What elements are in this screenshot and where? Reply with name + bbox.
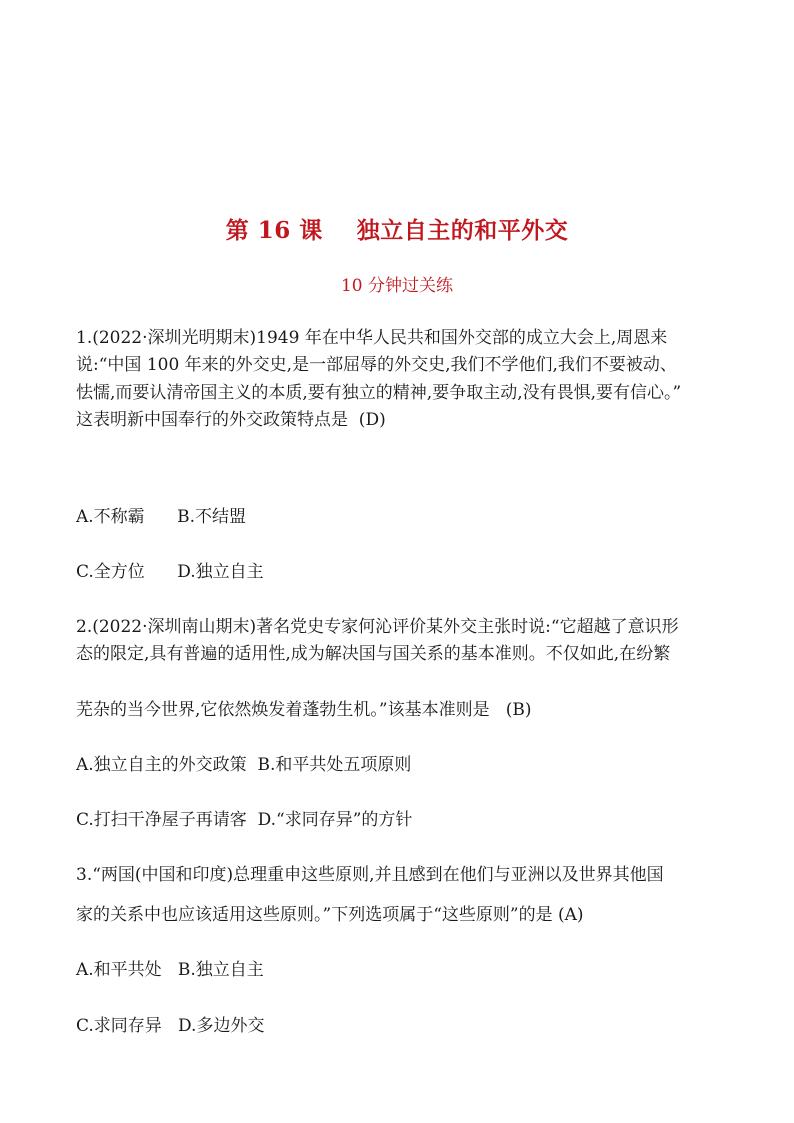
- question-1-stem-line-4: 这表明新中国奉行的外交政策特点是 (D): [76, 410, 386, 430]
- lesson-title: 第 16 课 独立自主的和平外交: [225, 217, 569, 244]
- question-2-stem-line-1: 2.(2022·深圳南山期末)著名党史专家何沁评价某外交主张时说:“它超越了意识形: [76, 617, 679, 637]
- question-3-options-cd: C.求同存异 D.多边外交: [76, 1016, 265, 1036]
- question-1-stem-line-3: 怯懦,而要认清帝国主义的本质,要有独立的精神,要争取主动,没有畏惧,要有信心。”: [76, 383, 682, 403]
- question-1-stem-line-2: 说:“中国 100 年来的外交史,是一部屈辱的外交史,我们不学他们,我们不要被动、: [76, 355, 677, 375]
- question-1-options-ab: A.不称霸 B.不结盟: [76, 507, 246, 527]
- question-3-stem-line-1: 3.“两国(中国和印度)总理重申这些原则,并且感到在他们与亚洲以及世界其他国: [76, 865, 664, 885]
- question-3-options-ab: A.和平共处 B.独立自主: [76, 960, 264, 980]
- question-2-stem-line-2: 态的限定,具有普遍的适用性,成为解决国与国关系的基本准则。不仅如此,在纷繁: [76, 644, 671, 664]
- question-2-stem-line-3: 芜杂的当今世界,它依然焕发着蓬勃生机。”该基本准则是 (B): [76, 700, 532, 720]
- question-1-stem-line-1: 1.(2022·深圳光明期末)1949 年在中华人民共和国外交部的成立大会上,周恩来: [76, 328, 668, 348]
- question-1-options-cd: C.全方位 D.独立自主: [76, 562, 264, 582]
- question-2-options-cd: C.打扫干净屋子再请客 D.“求同存异”的方针: [76, 810, 413, 830]
- question-2-options-ab: A.独立自主的外交政策 B.和平共处五项原则: [76, 755, 412, 775]
- section-subtitle: 10 分钟过关练: [340, 276, 454, 296]
- question-3-stem-line-2: 家的关系中也应该适用这些原则。”下列选项属于“这些原则”的是 (A): [76, 905, 584, 925]
